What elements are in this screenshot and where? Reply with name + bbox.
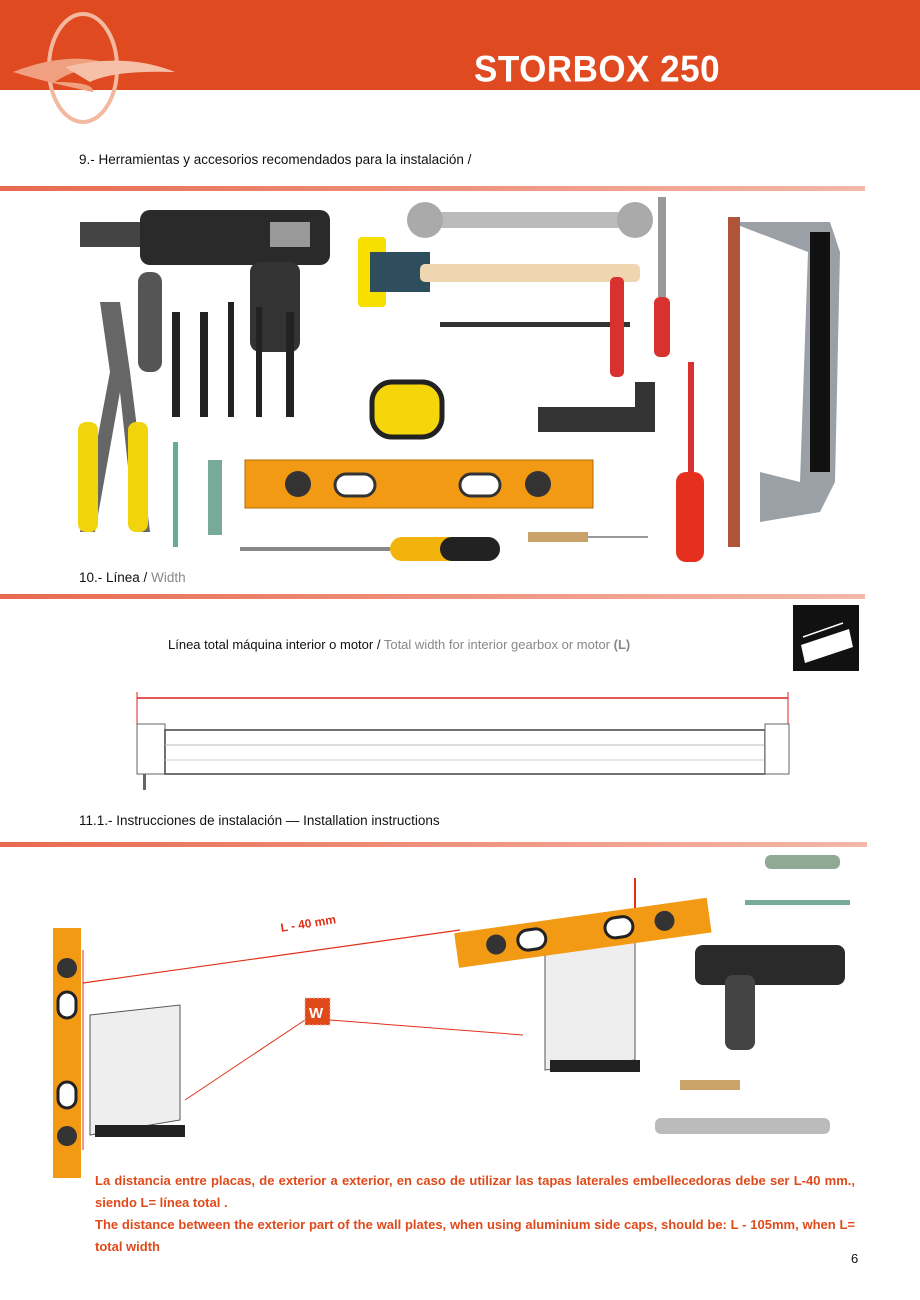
drill [695, 945, 845, 1050]
page-number: 6 [851, 1251, 859, 1266]
wrench [655, 1118, 830, 1134]
mallet [358, 237, 640, 307]
section-divider [0, 186, 865, 191]
open-end-wrench [407, 202, 653, 238]
file [654, 197, 670, 357]
section-divider [0, 842, 867, 847]
anchor-bolts [173, 442, 222, 547]
caption-en: Total width for interior gearbox or motor [383, 637, 610, 652]
insulated-screwdriver [676, 362, 704, 562]
t-handle-key [440, 277, 630, 377]
heading-es: 10.- Línea / [79, 570, 148, 585]
width-icon [793, 605, 859, 671]
vertical-spirit-level [53, 928, 81, 1178]
caption-es: Línea total máquina interior o motor / [168, 637, 381, 652]
width-caption [168, 637, 630, 652]
section-divider [0, 594, 865, 599]
installation-illustration [45, 850, 865, 1180]
allen-key [538, 382, 655, 432]
heading-en: Width [151, 570, 186, 585]
note-en: The distance between the exterior part of the wall plates, when using aluminium side caps, should be: L - 105mm, when L= total width [95, 1217, 855, 1254]
tools-illustration [60, 192, 860, 570]
tape-measure [372, 382, 442, 437]
box-width-diagram [130, 690, 800, 795]
cleaning-brush [528, 532, 648, 542]
wall-plug [765, 855, 840, 869]
caption-symbol: (L) [613, 637, 631, 652]
document-title: STORBOX 250 [474, 49, 721, 90]
wall-plate-right [545, 940, 640, 1072]
threaded-rod [745, 900, 850, 905]
spirit-level [245, 460, 593, 508]
dimension-label: L - 40 mm [279, 912, 337, 935]
note-es: La distancia entre placas, de exterior a exterior, en caso de utilizar las tapas laterales embellecedoras debe ser L-40 mm., siendo L= línea total . [95, 1173, 855, 1210]
w-marker: W [309, 1005, 324, 1022]
brand-logo [5, 12, 180, 124]
screwdriver [240, 537, 500, 561]
section-10-heading [79, 570, 186, 585]
wall-plate-left [90, 1005, 185, 1137]
section-11-heading: 11.1.- Instrucciones de instalación — Installation instructions [79, 813, 440, 828]
brush [680, 1080, 740, 1090]
section-9-heading: 9.- Herramientas y accesorios recomendados para la instalación / [79, 152, 472, 167]
hacksaw [728, 217, 840, 547]
